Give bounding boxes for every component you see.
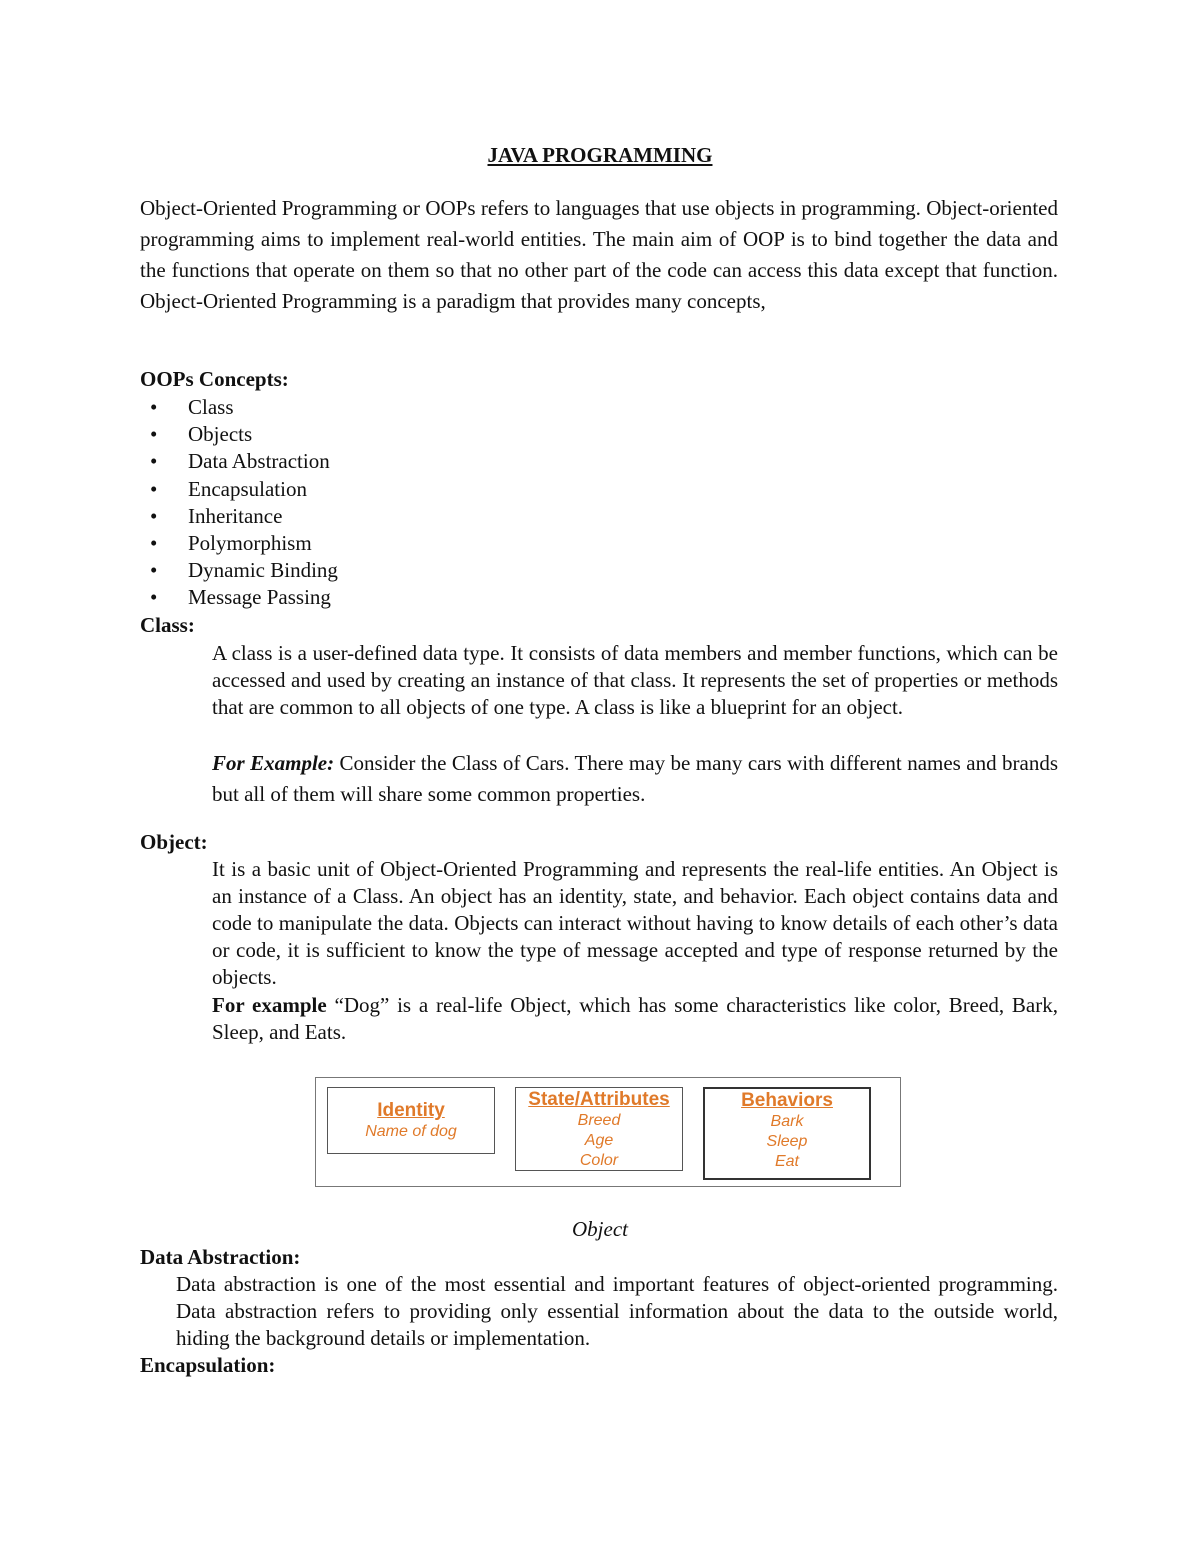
encapsulation-heading: Encapsulation:	[140, 1353, 276, 1377]
state-item: Color	[579, 1152, 619, 1169]
identity-item: Name of dog	[365, 1123, 457, 1140]
object-diagram	[315, 1077, 901, 1187]
object-paragraph: It is a basic unit of Object-Oriented Programming and represents the real-life entities. An Object is an instance of a Class. An object has an identity, state, and behavior. Each object contains data and code to manipulate the data. Objects can interact without having to know details of each other’s data or code, it is sufficient to know the type of message accepted and type of response returned by the objects.	[212, 857, 1058, 989]
list-item: • Data Abstraction	[140, 448, 338, 475]
list-item: • Polymorphism	[140, 530, 338, 557]
class-example-label: For Example:	[212, 751, 335, 775]
identity-box	[327, 1087, 495, 1154]
object-example-text: “Dog” is a real-life Object, which has some characteristics like color, Breed, Bark, Sleep, and Eats.	[212, 993, 1058, 1044]
behaviors-title: Behaviors	[741, 1090, 833, 1111]
state-item: Age	[584, 1132, 614, 1149]
list-item: • Encapsulation	[140, 476, 338, 503]
state-attributes-box	[515, 1087, 683, 1171]
list-item: • Message Passing	[140, 584, 338, 611]
class-paragraph: A class is a user-defined data type. It consists of data members and member functions, which can be accessed and used by creating an instance of that class. It represents the set of properties or methods that are common to all objects of one type. A class is like a blueprint for an object.	[212, 641, 1058, 719]
class-example-paragraph	[212, 748, 1058, 810]
diagram-caption: Object	[572, 1217, 628, 1241]
identity-title: Identity	[377, 1100, 445, 1121]
list-item: • Dynamic Binding	[140, 557, 338, 584]
intro-paragraph: Object-Oriented Programming or OOPs refers to languages that use objects in programming. Object-oriented programming aims to implement real-world entities. The main aim of OOP is to bind together the data and the functions that operate on them so that no other part of the code can access this data except that function. Object-Oriented Programming is a paradigm that provides many concepts,	[140, 196, 1058, 313]
behavior-item: Bark	[770, 1113, 804, 1130]
object-example-paragraph	[212, 992, 1058, 1046]
object-example-label: For example	[212, 993, 327, 1017]
data-abstraction-paragraph: Data abstraction is one of the most essential and important features of object-oriented programming. Data abstraction refers to providing only essential information about the data to the outside world, hiding the background details or implementation.	[176, 1272, 1058, 1350]
behavior-item: Eat	[774, 1153, 799, 1170]
class-heading: Class:	[140, 613, 195, 637]
data-abstraction-heading: Data Abstraction:	[140, 1245, 301, 1269]
behavior-item: Sleep	[766, 1133, 808, 1150]
list-item: • Objects	[140, 421, 338, 448]
list-item: • Class	[140, 394, 338, 421]
list-item: • Inheritance	[140, 503, 338, 530]
oops-concepts-list	[140, 394, 338, 612]
oops-concepts-heading: OOPs Concepts:	[140, 367, 289, 391]
state-attributes-title: State/Attributes	[528, 1089, 670, 1110]
behaviors-box	[703, 1087, 871, 1180]
state-item: Breed	[577, 1112, 621, 1129]
page-title: JAVA PROGRAMMING	[487, 143, 713, 167]
object-heading: Object:	[140, 830, 208, 854]
class-example-text: Consider the Class of Cars. There may be many cars with different names and brands but all of them will share some common properties.	[212, 751, 1059, 806]
